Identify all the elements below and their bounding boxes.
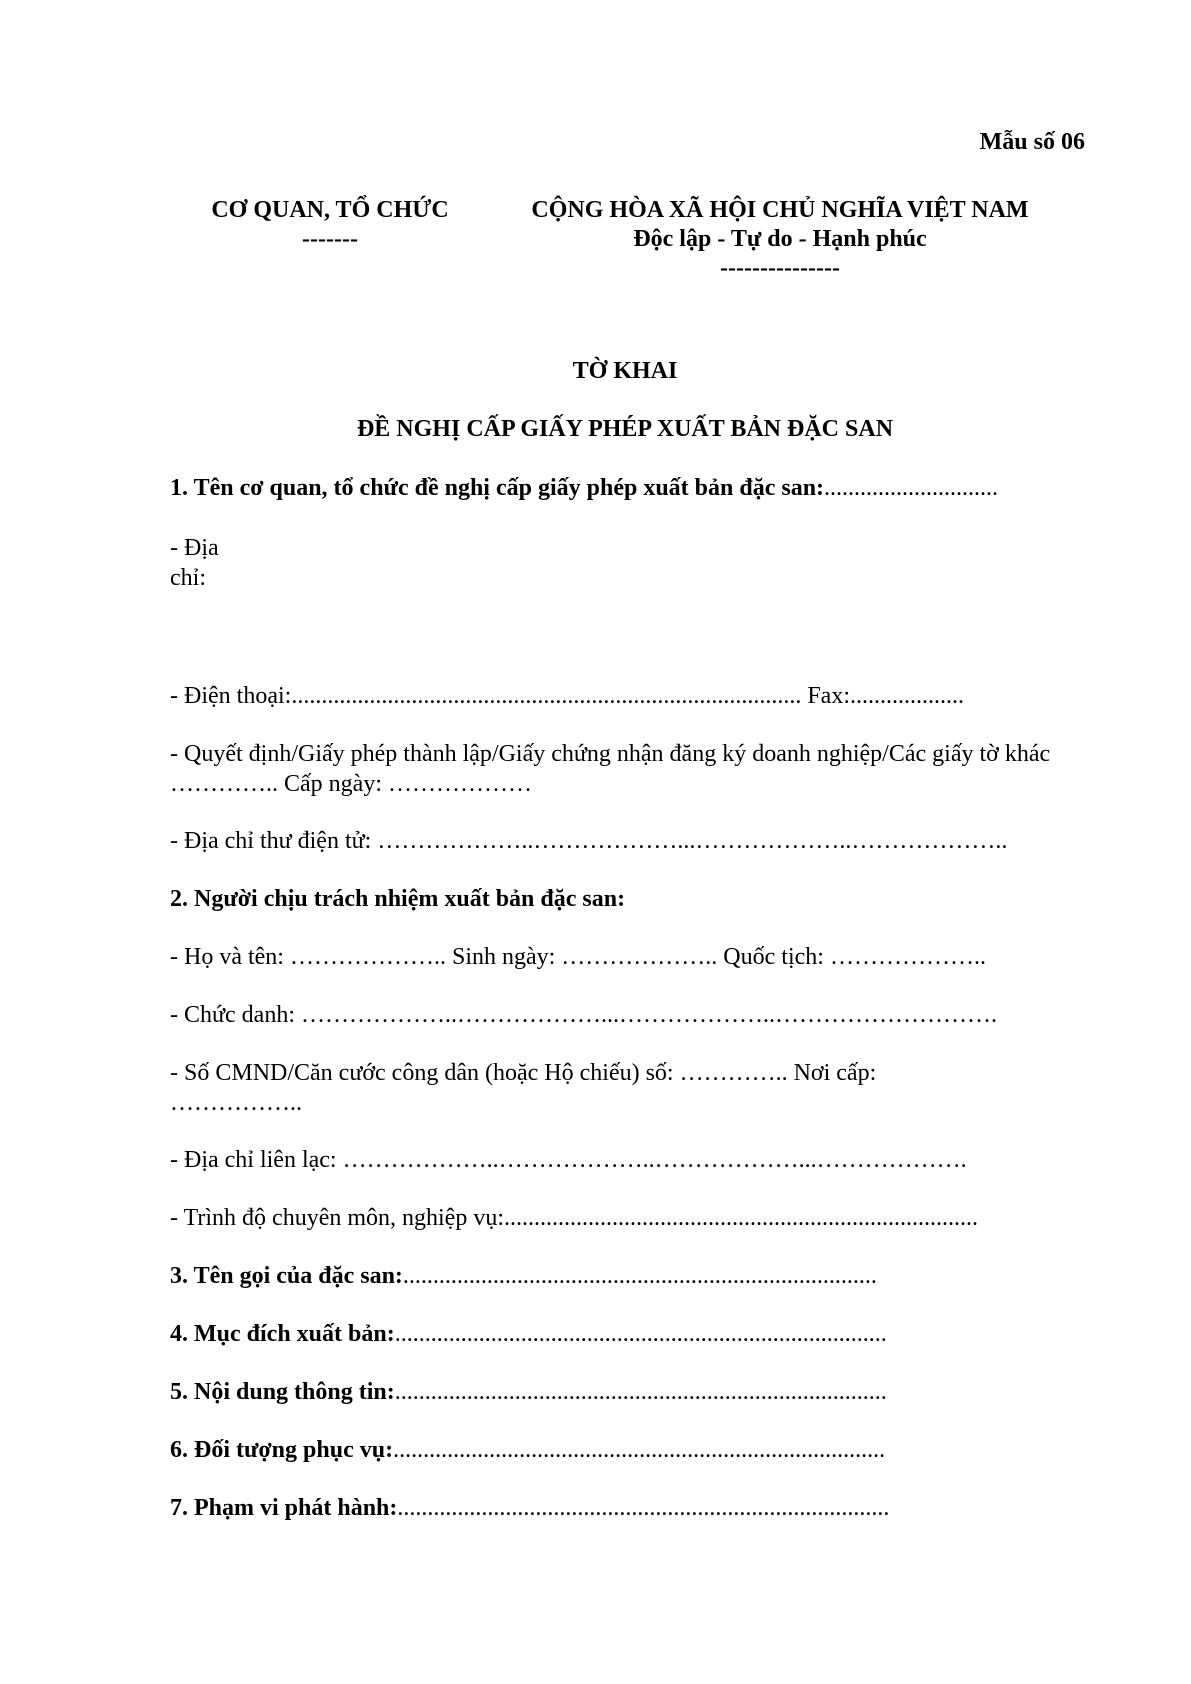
email-field[interactable] <box>170 826 1085 856</box>
agency-rule: ------- <box>302 226 358 252</box>
nation-header <box>510 196 1050 283</box>
distribution-dots: .................................................................................. <box>397 1495 890 1521</box>
content-label: 5. Nội dung thông tin: <box>170 1379 395 1405</box>
address-label[interactable]: - Địa chỉ: <box>170 535 219 591</box>
id-number-field[interactable]: - Số CMND/Căn cước công dân (hoặc Hộ chiếu) số: ………….. Nơi cấp: …………….. <box>170 1060 877 1116</box>
org-name-dots: ............................. <box>824 475 999 501</box>
contact-address-field[interactable]: - Địa chỉ liên lạc: ………………..………………..………………...………………. <box>170 1147 967 1173</box>
agency-header <box>195 196 465 254</box>
audience-field[interactable] <box>170 1435 1085 1465</box>
responsible-person-heading: 2. Người chịu trách nhiệm xuất bản đặc san: <box>170 886 626 912</box>
content-dots: .................................................................................. <box>394 1379 887 1405</box>
publication-name-label: 3. Tên gọi của đặc san: <box>170 1263 403 1289</box>
fax-label: Fax: <box>801 683 850 709</box>
email-dots: ………………..………………...………………..……………….. <box>377 828 1008 854</box>
org-name-field[interactable] <box>170 473 1085 503</box>
content-field[interactable] <box>170 1377 1085 1407</box>
purpose-field[interactable] <box>170 1319 1085 1349</box>
document-title: TỜ KHAI <box>572 358 678 384</box>
motto-rule: --------------- <box>720 255 840 281</box>
phone-dots: ..................................................................................... <box>291 683 802 709</box>
qualification-label: - Trình độ chuyên môn, nghiệp vụ: <box>170 1205 504 1231</box>
agency-name: CƠ QUAN, TỔ CHỨC <box>211 197 449 223</box>
qualification-field[interactable] <box>170 1203 1085 1233</box>
document-subtitle: ĐỀ NGHỊ CẤP GIẤY PHÉP XUẤT BẢN ĐẶC SAN <box>356 416 894 442</box>
form-number: Mẫu số 06 <box>979 129 1085 155</box>
qualification-dots: ............................................................................... <box>504 1205 978 1231</box>
fullname-field[interactable]: - Họ và tên: ……………….. Sinh ngày: ……………….. Quốc tịch: ……………….. <box>170 944 986 970</box>
distribution-label: 7. Phạm vi phát hành: <box>170 1495 398 1521</box>
decision-field[interactable]: - Quyết định/Giấy phép thành lập/Giấy chứng nhận đăng ký doanh nghiệp/Các giấy tờ khác ………….. Cấp ngày: ……………… <box>170 741 1051 797</box>
nation-name: CỘNG HÒA XÃ HỘI CHỦ NGHĨA VIỆT NAM <box>531 197 1029 223</box>
publication-name-dots: ............................................................................... <box>402 1263 877 1289</box>
email-label: - Địa chỉ thư điện tử: <box>170 828 378 854</box>
purpose-dots: .................................................................................. <box>394 1321 887 1347</box>
audience-label: 6. Đối tượng phục vụ: <box>170 1437 394 1463</box>
nation-motto: Độc lập - Tự do - Hạnh phúc <box>633 226 927 252</box>
org-name-label: 1. Tên cơ quan, tổ chức đề nghị cấp giấy phép xuất bản đặc san: <box>170 475 825 501</box>
fax-dots: ................... <box>849 683 964 709</box>
phone-label: - Điện thoại: <box>170 683 292 709</box>
audience-dots: .................................................................................. <box>393 1437 886 1463</box>
publication-name-field[interactable] <box>170 1261 1085 1291</box>
purpose-label: 4. Mục đích xuất bản: <box>170 1321 395 1347</box>
phone-fax-field[interactable] <box>170 681 1085 711</box>
distribution-field[interactable] <box>170 1493 1085 1523</box>
position-field[interactable]: - Chức danh: ………………..………………...………………..………………………. <box>170 1002 997 1028</box>
